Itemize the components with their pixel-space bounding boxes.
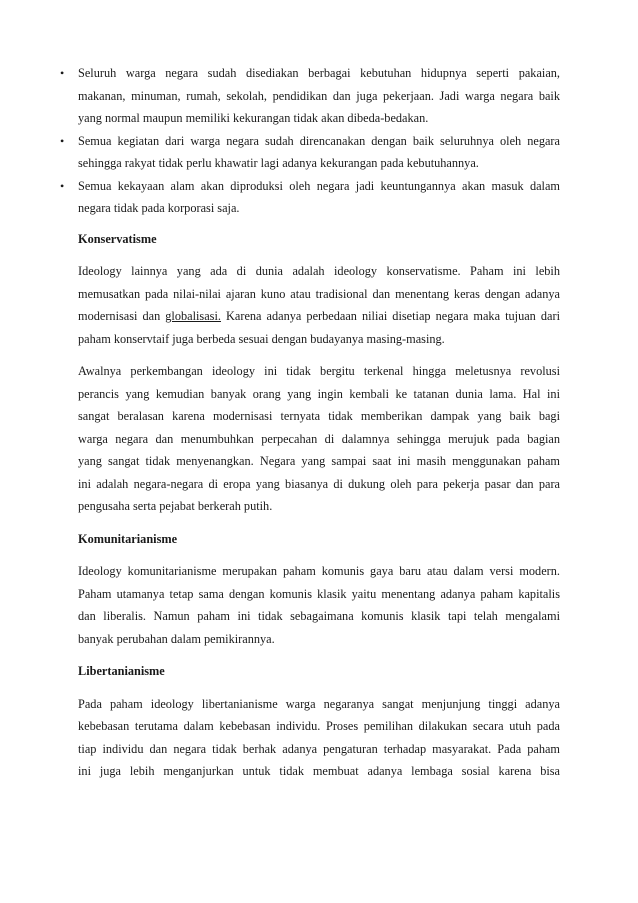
section-heading-libertanianisme: Libertanianisme xyxy=(78,664,165,678)
text-line: sehingga rakyat tidak perlu khawatir lagi adanya kekurangan pada kebutuhannya. xyxy=(78,156,479,170)
text-line: ini juga lebih menganjurkan untuk tidak membuat adanya lembaga sosial karena bisa xyxy=(78,764,560,778)
globalisasi-link[interactable]: globalisasi. xyxy=(165,309,221,323)
bullet-icon: • xyxy=(60,178,65,193)
paragraph xyxy=(78,693,560,783)
bullet-icon: • xyxy=(60,133,65,148)
text-line: ini adalah negara-negara di eropa yang biasanya di dukung oleh para pekerja pasar dan para xyxy=(78,476,560,491)
bullet-item xyxy=(60,130,560,175)
text-line: Awalnya perkembangan ideology ini tidak bergitu terkenal hingga meletusnya revolusi xyxy=(78,364,560,378)
text-line: Pada paham ideology libertanianisme warga negaranya sangat menjunjung tinggi adanya xyxy=(78,696,560,711)
text-line: sangat beralasan karena modernisasi ternyata tidak memberikan dampak yang baik bagi xyxy=(78,409,560,423)
bullet-icon: • xyxy=(60,66,65,80)
text-line xyxy=(78,305,560,328)
text-line: warga negara dan menumbuhkan perpecahan di dalamnya sehingga merujuk pada bagian xyxy=(78,431,560,446)
page-content xyxy=(60,62,560,783)
text-line: Paham utamanya tetap sama dengan komunis klasik yaitu menentang adanya paham kapitalis xyxy=(78,586,560,601)
text-line: negara tidak pada korporasi saja. xyxy=(78,201,240,215)
text-line: Semua kegiatan dari warga negara sudah direncanakan dengan baik seluruhnya oleh negara xyxy=(78,133,560,148)
bullet-item xyxy=(60,175,560,220)
text-line: memusatkan pada nilai-nilai ajaran kuno atau tradisional dan menentang keras dengan adanya xyxy=(78,286,560,301)
text-line: yang sangat tidak menyenangkan. Negara yang sampai saat ini masih menggunakan paham xyxy=(78,454,560,468)
text-line: dan liberalis. Namun paham ini tidak sebagaimana komunis klasik tapi telah mengalami xyxy=(78,609,560,623)
text-line: makanan, minuman, rumah, sekolah, pendidikan dan juga pekerjaan. Jadi warga negara baik xyxy=(78,88,560,103)
text-fragment: Karena adanya perbedaan niliai disetiap negara maka tujuan dari xyxy=(220,309,560,323)
text-line: Seluruh warga negara sudah disediakan berbagai kebutuhan hidupnya seperti pakaian, xyxy=(78,66,560,80)
bullet-item xyxy=(60,62,560,130)
text-line: yang normal maupun memiliki kekurangan tidak akan dibeda-bedakan. xyxy=(78,111,429,125)
text-line: paham konservtaif juga berbeda sesuai dengan budayanya masing-masing. xyxy=(78,331,445,346)
text-line: Semua kekayaan alam akan diproduksi oleh negara jadi keuntungannya akan masuk dalam xyxy=(78,178,560,193)
text-line: Ideology komunitarianisme merupakan paham komunis gaya baru atau dalam versi modern. xyxy=(78,564,560,578)
text-line: banyak perubahan dalam pemikirannya. xyxy=(78,631,275,646)
section-heading-konservatisme: Konservatisme xyxy=(78,231,157,246)
paragraph xyxy=(78,360,560,518)
text-fragment: modernisasi dan xyxy=(78,309,166,323)
paragraph xyxy=(78,560,560,650)
section-heading-komunitarianisme: Komunitarianisme xyxy=(78,531,178,546)
text-line: kebebasan terutama dalam kebebasan individu. Proses pemilihan dilakukan secara utuh pada xyxy=(78,719,560,733)
text-line: tiap individu dan negara tidak berhak adanya pengaturan terhadap masyarakat. Pada paham xyxy=(78,741,560,756)
text-line: pengusaha serta pejabat berkerah putih. xyxy=(78,499,273,513)
text-line: perancis yang kemudian banyak orang yang ingin kembali ke tatanan dunia lama. Hal ini xyxy=(78,386,560,401)
paragraph xyxy=(78,260,560,350)
bullet-list xyxy=(60,62,560,220)
text-line: Ideology lainnya yang ada di dunia adalah ideology konservatisme. Paham ini lebih xyxy=(78,264,560,278)
